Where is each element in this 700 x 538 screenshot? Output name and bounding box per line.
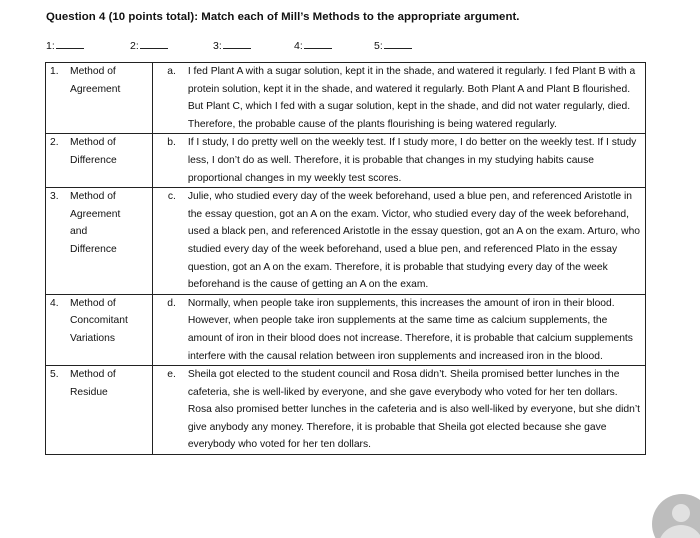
question-title: Question 4 (10 points total): Match each of Mill’s Methods to the appropriate argument. [46, 11, 520, 23]
method-number: 4. [50, 297, 59, 309]
avatar-shoulders [658, 525, 700, 538]
methods-table [45, 62, 646, 455]
method-cell [46, 366, 153, 455]
argument-text: Normally, when people take iron supplements, this increases the amount of iron in their blood. However, when people take iron supplements at the same time as calcium supplements, the amount of iron in their blood does not increase. Therefore, it is probable that calcium supplements interfere with the causal relation between iron supplements and increased iron in the blood. [187, 297, 633, 362]
method-name: Method of Agreement and Difference [70, 191, 121, 255]
argument-letter: a. [167, 66, 176, 77]
argument-text: If I study, I do pretty well on the weekly test. If I study more, I do better on the weekly test. If I study less, I don’t do as well. Therefore, it is probable that changes in my studying habits cause proportional changes in my weekly test scores. [187, 137, 637, 184]
answer-blank-label: 5: [374, 40, 383, 52]
answer-blank-5[interactable] [374, 38, 412, 52]
argument-cell [152, 134, 645, 188]
argument-cell [152, 294, 645, 365]
table-row [46, 294, 646, 365]
answer-blank-line [223, 38, 251, 49]
method-name: Method of Agreement [70, 66, 121, 95]
argument-cell [152, 366, 645, 455]
method-number: 1. [50, 66, 59, 77]
answer-blank-label: 3: [213, 40, 222, 52]
argument-text: Julie, who studied every day of the week beforehand, used a blue pen, and referenced Aristotle in the essay question, got an A on the exam. Victor, who studied every day of the week beforehand, used a black pen, and referenced Aristotle in the essay question, got an A on the exam. Arturo, who studied every day of the week beforehand, used a blue pen, and referenced Plato in the essay question, got an A on the exam. Therefore, it is probable that studying every day of the week beforehand is the cause of getting an A on the exam. [187, 191, 641, 291]
argument-letter: b. [167, 137, 176, 149]
answer-blank-3[interactable] [213, 38, 251, 52]
answer-blanks [46, 38, 446, 54]
argument-text: I fed Plant A with a sugar solution, kept it in the shade, and watered it regularly. I fed Plant B with a protein solution, kept it in the shade, and watered it regularly. Both Plant A and Plant B flourished. But Plant C, which I fed with a sugar solution, kept in the shade, and did not water regularly, died. Therefore, the probable cause of the plants flourishing is being watered regularly. [187, 66, 636, 130]
method-cell [46, 134, 153, 188]
method-cell [46, 63, 153, 134]
answer-blank-2[interactable] [130, 38, 168, 52]
method-name: Method of Concomitant Variations [70, 297, 128, 344]
answer-blank-label: 2: [130, 40, 139, 52]
method-name: Method of Difference [70, 137, 117, 166]
answer-blank-label: 4: [294, 40, 303, 52]
method-number: 2. [50, 137, 59, 149]
answer-blank-line [140, 38, 168, 49]
argument-cell [152, 63, 645, 134]
argument-text: Sheila got elected to the student council and Rosa didn’t. Sheila promised better lunches in the cafeteria, she is well-liked by everyone, and she gave everybody who voted for her ten dollars. Rosa also promised better lunches in the cafeteria and is also well-liked by everyone, but she didn’t give anybody any money. Therefore, it is probable that Sheila got elected because she gave everybody who voted for her ten dollars. [187, 369, 640, 451]
avatar-head [672, 504, 690, 522]
answer-blank-line [56, 38, 84, 49]
table-row [46, 188, 646, 295]
answer-blank-label: 1: [46, 40, 55, 52]
table-row [46, 366, 646, 455]
table-row [46, 63, 646, 134]
method-name: Method of Residue [70, 369, 116, 398]
method-number: 3. [50, 191, 59, 203]
argument-cell [152, 188, 645, 295]
answer-blank-line [384, 38, 412, 49]
answer-blank-line [304, 38, 332, 49]
argument-letter: d. [167, 297, 176, 309]
answer-blank-1[interactable] [46, 38, 84, 52]
answer-blank-4[interactable] [294, 38, 332, 52]
argument-letter: c. [167, 191, 176, 203]
method-cell [46, 294, 153, 365]
argument-letter: e. [167, 369, 176, 381]
method-number: 5. [50, 369, 59, 381]
method-cell [46, 188, 153, 295]
user-avatar-icon[interactable] [652, 494, 700, 538]
table-row [46, 134, 646, 188]
